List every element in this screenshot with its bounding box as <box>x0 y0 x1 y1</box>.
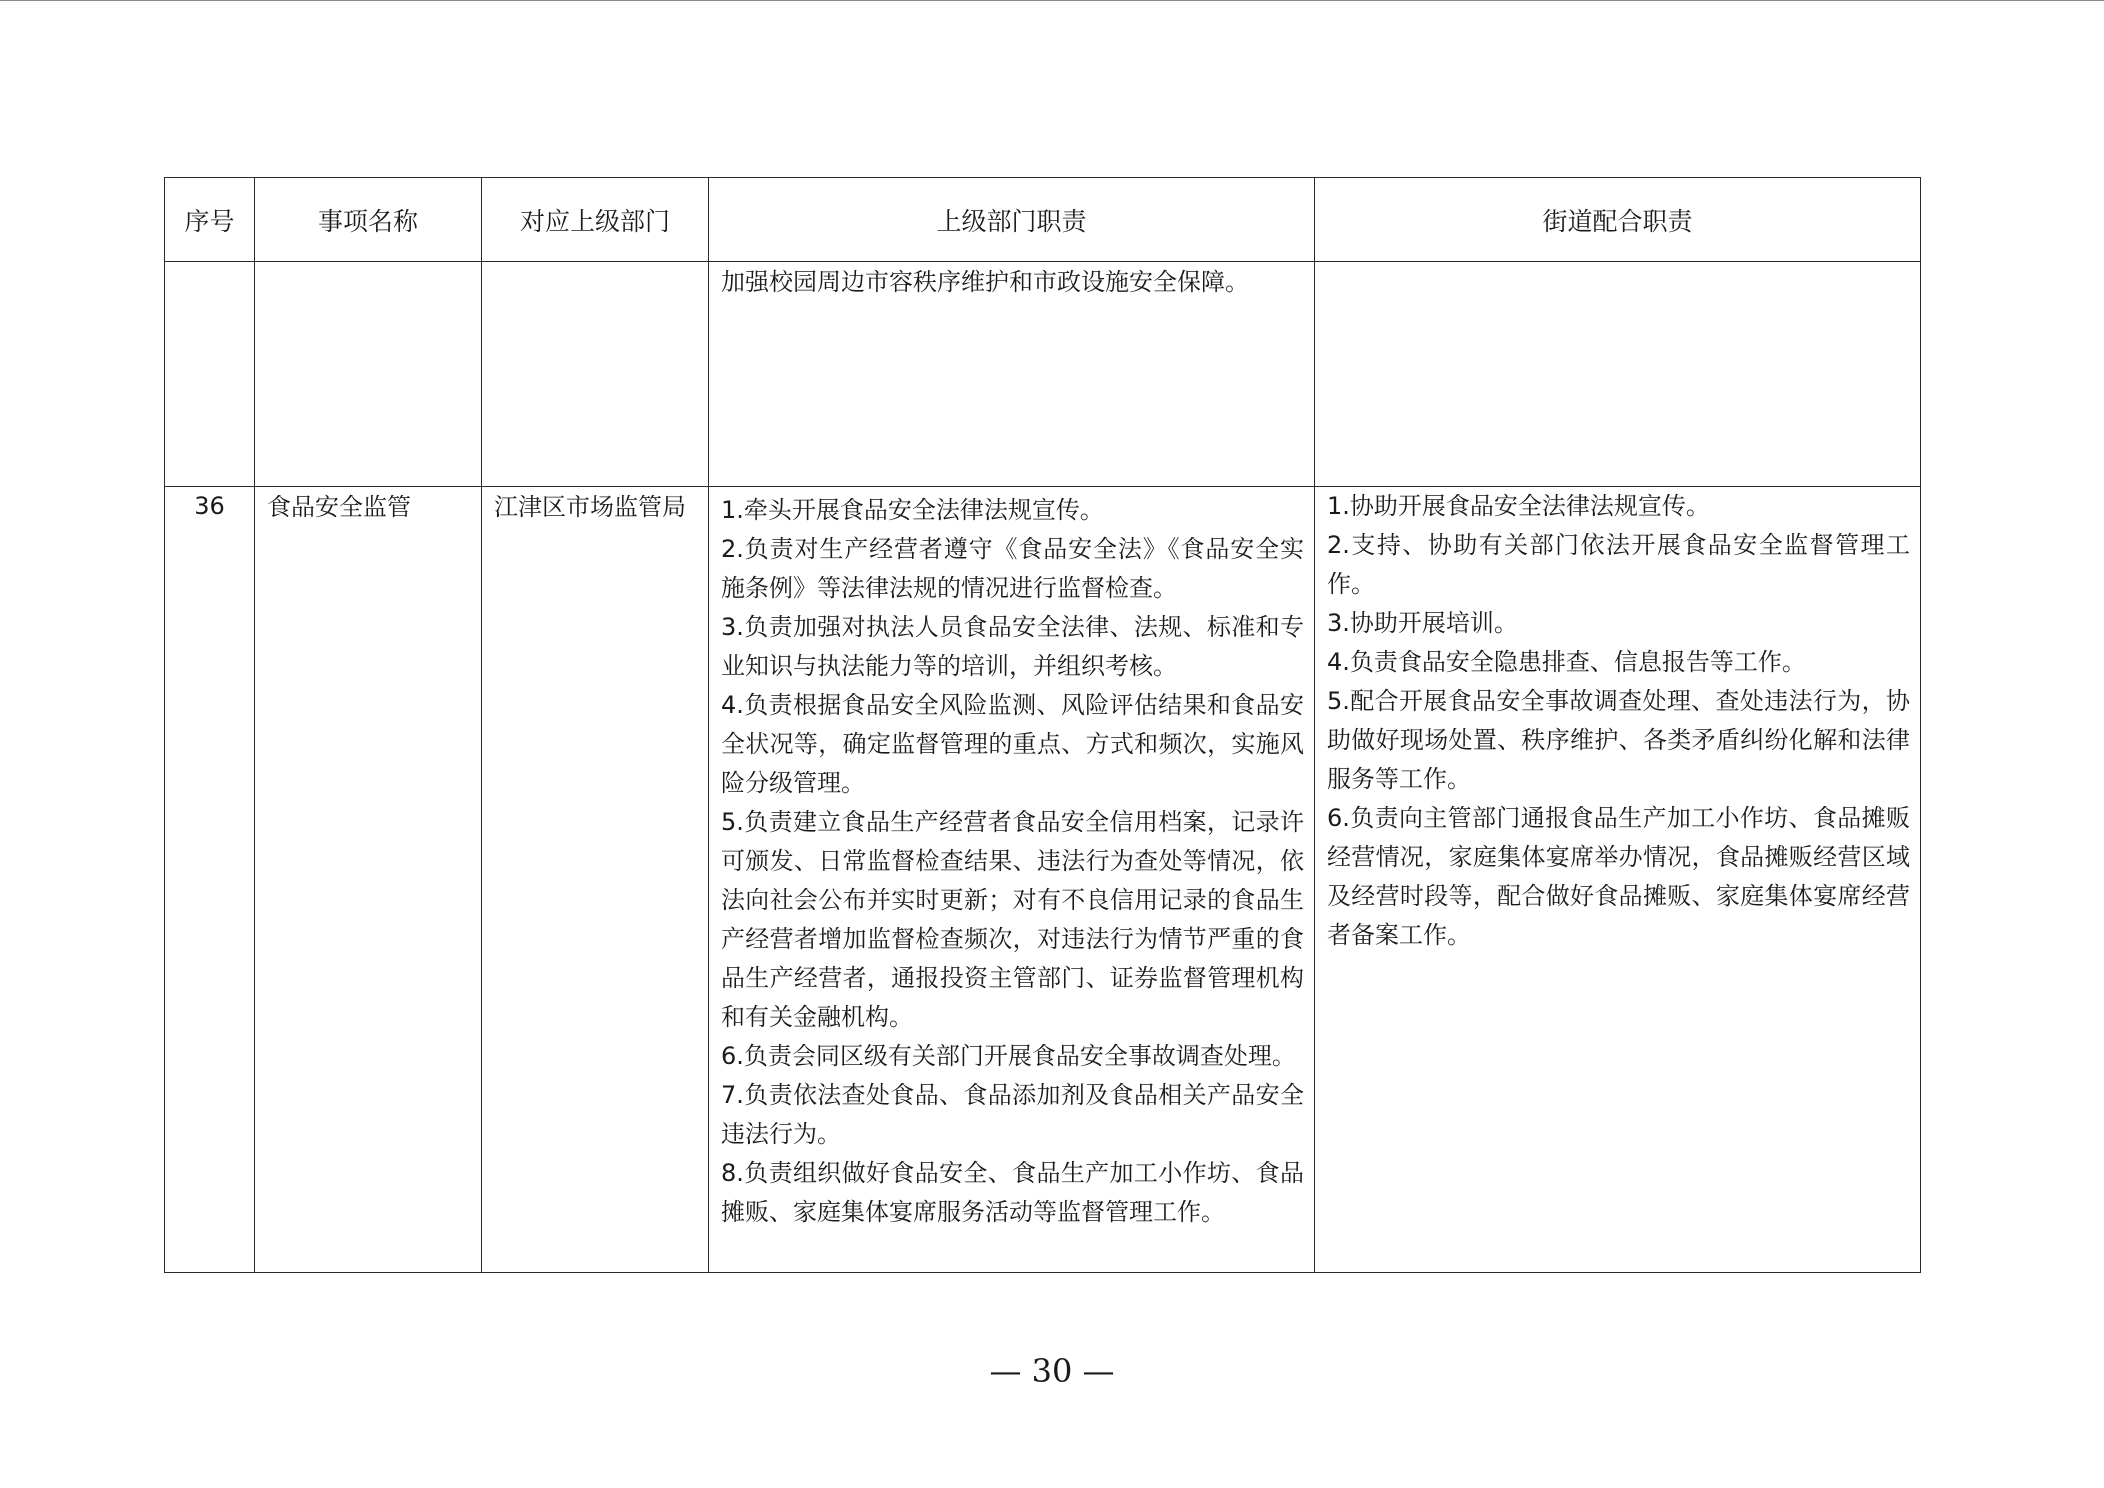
page-number: — 30 — <box>989 1352 1115 1390</box>
cell-item-name-empty <box>255 262 482 487</box>
continuation-text: 加强校园周边市容秩序维护和市政设施安全保障。 <box>721 268 1249 296</box>
upper-duty-item: 1.牵头开展食品安全法律法规宣传。 <box>721 496 1104 524</box>
cell-upper-duties <box>709 487 1315 1273</box>
upper-duty-item: 7.负责依法查处食品、食品添加剂及食品相关产品安全违法行为。 <box>721 1081 1304 1148</box>
cell-upper-duties-continuation <box>709 262 1315 487</box>
item-name: 食品安全监管 <box>267 493 411 521</box>
street-duty-item: 3.协助开展培训。 <box>1327 609 1518 637</box>
street-duty-item: 1.协助开展食品安全法律法规宣传。 <box>1327 492 1710 520</box>
upper-duty-item: 3.负责加强对执法人员食品安全法律、法规、标准和专业知识与执法能力等的培训，并组织考核。 <box>721 613 1304 680</box>
cell-number-empty <box>165 262 255 487</box>
header-upper-duties: 上级部门职责 <box>709 178 1315 262</box>
top-rule <box>0 0 2104 1</box>
street-duty-item: 5.配合开展食品安全事故调查处理、查处违法行为，协助做好现场处置、秩序维护、各类矛盾纠纷化解和法律服务等工作。 <box>1327 687 1910 793</box>
table-row <box>165 487 1921 1273</box>
street-duty-item: 2.支持、协助有关部门依法开展食品安全监督管理工作。 <box>1327 531 1910 598</box>
cell-street-duties <box>1315 487 1921 1273</box>
table-row-continuation <box>165 262 1921 487</box>
street-duty-item: 4.负责食品安全隐患排查、信息报告等工作。 <box>1327 648 1806 676</box>
header-street-duties: 街道配合职责 <box>1315 178 1921 262</box>
cell-item-name <box>255 487 482 1273</box>
cell-street-duties-empty <box>1315 262 1921 487</box>
cell-department-empty <box>482 262 709 487</box>
street-duty-item: 6.负责向主管部门通报食品生产加工小作坊、食品摊贩经营情况，家庭集体宴席举办情况，食品摊贩经营区域及经营时段等，配合做好食品摊贩、家庭集体宴席经营者备案工作。 <box>1327 804 1910 949</box>
department-name: 江津区市场监管局 <box>494 493 686 521</box>
duty-table <box>164 177 1921 1273</box>
header-item-name: 事项名称 <box>255 178 482 262</box>
cell-number <box>165 487 255 1273</box>
table-header-row <box>165 178 1921 262</box>
upper-duty-item: 2.负责对生产经营者遵守《食品安全法》《食品安全实施条例》等法律法规的情况进行监督检查。 <box>721 535 1304 602</box>
cell-department <box>482 487 709 1273</box>
upper-duty-item: 4.负责根据食品安全风险监测、风险评估结果和食品安全状况等，确定监督管理的重点、方式和频次，实施风险分级管理。 <box>721 691 1304 797</box>
header-number: 序号 <box>165 178 255 262</box>
header-department: 对应上级部门 <box>482 178 709 262</box>
upper-duty-item: 6.负责会同区级有关部门开展食品安全事故调查处理。 <box>721 1042 1296 1070</box>
upper-duty-item: 8.负责组织做好食品安全、食品生产加工小作坊、食品摊贩、家庭集体宴席服务活动等监督管理工作。 <box>721 1159 1304 1226</box>
row-number: 36 <box>194 492 225 520</box>
upper-duty-item: 5.负责建立食品生产经营者食品安全信用档案，记录许可颁发、日常监督检查结果、违法行为查处等情况，依法向社会公布并实时更新；对有不良信用记录的食品生产经营者增加监督检查频次，对违法行为情节严重的食品生产经营者，通报投资主管部门、证券监督管理机构和有关金融机构。 <box>721 808 1304 1031</box>
